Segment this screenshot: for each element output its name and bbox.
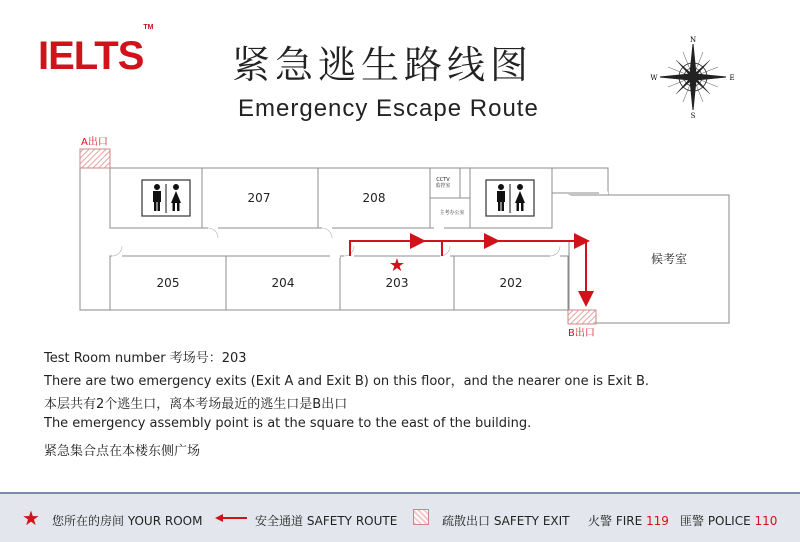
ielts-logo: IELTS™ <box>38 23 154 78</box>
legend-your-room: 您所在的房间 YOUR ROOM <box>52 514 203 528</box>
compass-west: W <box>650 74 658 82</box>
legend-bar <box>0 492 800 542</box>
fire-number: 119 <box>646 514 669 528</box>
legend-star-icon: ★ <box>22 506 40 530</box>
legend-route-arrow-icon <box>215 513 247 523</box>
title-english: Emergency Escape Route <box>238 95 539 122</box>
label-waiting-room: 候考室 <box>650 252 688 266</box>
label-cctv: CCTV <box>436 177 450 183</box>
info-assembly: The emergency assembly point is at the square to the east of the building. <box>44 416 532 431</box>
label-204: 204 <box>271 276 295 290</box>
legend-safety-route: 安全通道 SAFETY ROUTE <box>255 514 398 528</box>
route-segment-1 <box>350 241 422 256</box>
label-205: 205 <box>156 276 180 290</box>
exit-a-marker <box>80 149 110 168</box>
upper-right-block <box>552 168 608 193</box>
label-208: 208 <box>362 191 386 205</box>
restroom-left-icon <box>142 180 190 216</box>
info-room-number: Test Room number 考场号：203 <box>44 351 247 366</box>
label-exam-office: 主考办公室 <box>439 210 465 216</box>
exit-b-label: B出口 <box>568 328 595 339</box>
compass-south: S <box>690 112 696 120</box>
police-number: 110 <box>754 514 778 528</box>
legend-exit-hatch-icon <box>413 509 429 525</box>
exit-a-label: A出口 <box>81 137 108 148</box>
legend-police: 匪警 POLICE 110 <box>680 514 778 528</box>
compass-east: E <box>729 74 735 82</box>
label-202: 202 <box>499 276 523 290</box>
title-chinese: 紧急逃生路线图 <box>232 43 534 87</box>
room-waiting-outline <box>569 195 729 323</box>
compass-north: N <box>689 36 697 44</box>
info-assembly-cn: 紧急集合点在本楼东侧广场 <box>44 444 201 459</box>
legend-fire: 火警 FIRE 119 <box>588 514 669 528</box>
restroom-right-icon <box>486 180 534 216</box>
label-203: 203 <box>385 276 409 290</box>
your-room-star-icon: ★ <box>388 255 406 276</box>
info-exits: There are two emergency exits (Exit A and Exit B) on this floor，and the nearer one is Exit B. <box>44 374 650 389</box>
label-207: 207 <box>247 191 271 205</box>
legend-safety-exit: 疏散出口 SAFETY EXIT <box>442 514 570 528</box>
exit-b-marker <box>568 310 596 324</box>
label-monitor-room: 监控室 <box>435 183 451 189</box>
info-exits-cn: 本层共有2个逃生口，离本考场最近的逃生口是B出口 <box>44 397 348 412</box>
